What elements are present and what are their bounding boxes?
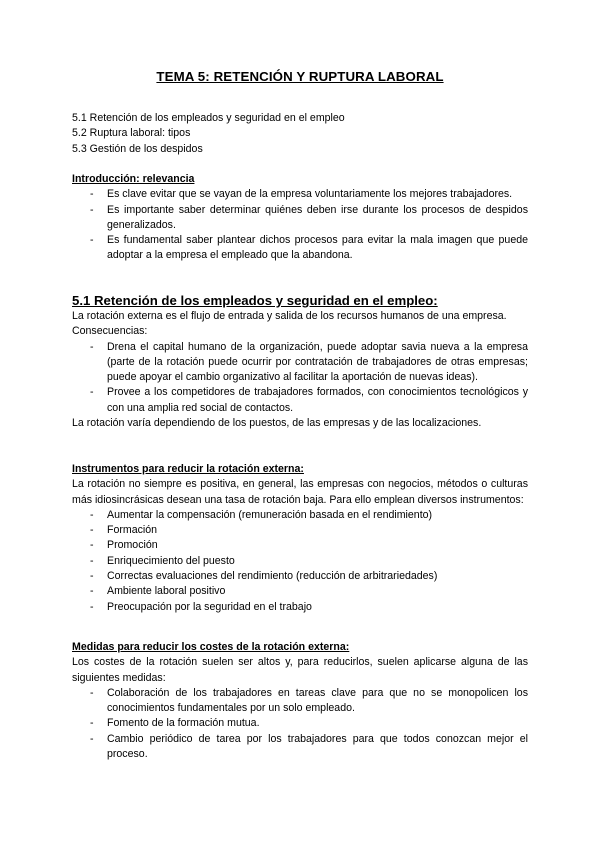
instruments-paragraph: La rotación no siempre es positiva, en general, las empresas con negocios, métodos o culturas más idiosincrásicas desean una tasa de rotación baja. Para ello emplean diversos instrumentos:	[72, 478, 528, 506]
toc-item: 5.1 Retención de los empleados y seguridad en el empleo	[72, 112, 345, 124]
instruments-heading: Instrumentos para reducir la rotación externa:	[72, 463, 304, 475]
list-item: - Es clave evitar que se vayan de la empresa voluntariamente los mejores trabajadores.	[72, 187, 528, 202]
intro-heading: Introducción: relevancia	[72, 173, 195, 185]
list-item: - Es importante saber determinar quiénes deben irse durante los procesos de despidos generalizados.	[72, 203, 528, 234]
table-of-contents	[72, 111, 528, 157]
list-item: - Es fundamental saber plantear dichos procesos para evitar la mala imagen que puede adoptar a la empresa el empleado que la abandona.	[72, 233, 528, 264]
section-5-1-paragraph: La rotación externa es el flujo de entrada y salida de los recursos humanos de una empresa.	[72, 310, 507, 322]
list-item: - Drena el capital humano de la organización, puede adoptar savia nueva a la empresa (parte de la rotación puede ocurrir por contratación de trabajadores de otras empresas; puede apoyar el cambio organizativo al facilitar la aportación de nuevas ideas).	[72, 340, 528, 386]
list-item: - Enriquecimiento del puesto	[72, 554, 528, 569]
consequences-label: Consecuencias:	[72, 325, 148, 338]
instruments-section	[72, 462, 528, 615]
list-item: - Fomento de la formación mutua.	[72, 716, 528, 731]
measures-heading: Medidas para reducir los costes de la rotación externa:	[72, 641, 350, 653]
measures-paragraph: Los costes de la rotación suelen ser altos y, para reducirlos, suelen aplicarse alguna de las siguientes medidas:	[72, 656, 528, 684]
section-5-1-closing: La rotación varía dependiendo de los puestos, de las empresas y de las localizaciones.	[72, 417, 482, 430]
list-item: - Provee a los competidores de trabajadores formados, con conocimientos tecnológicos y con una amplia red social de contactos.	[72, 385, 528, 416]
section-5-1	[72, 293, 528, 431]
intro-section	[72, 172, 528, 264]
consequences-list	[72, 340, 528, 416]
section-5-1-heading: 5.1 Retención de los empleados y seguridad en el empleo:	[72, 293, 438, 308]
instruments-list	[72, 508, 528, 615]
measures-list	[72, 686, 528, 762]
toc-item: 5.2 Ruptura laboral: tipos	[72, 127, 191, 140]
list-item: - Cambio periódico de tarea por los trabajadores para que todos conozcan mejor el proceso.	[72, 732, 528, 763]
list-item: - Aumentar la compensación (remuneración basada en el rendimiento)	[72, 508, 528, 523]
measures-section	[72, 640, 528, 762]
list-item: - Preocupación por la seguridad en el trabajo	[72, 600, 528, 615]
list-item: - Formación	[72, 523, 528, 538]
document-title: TEMA 5: RETENCIÓN Y RUPTURA LABORAL	[156, 69, 444, 84]
intro-list	[72, 187, 528, 263]
list-item: - Promoción	[72, 538, 528, 553]
list-item: - Ambiente laboral positivo	[72, 584, 528, 599]
list-item: - Correctas evaluaciones del rendimiento (reducción de arbitrariedades)	[72, 569, 528, 584]
list-item: - Colaboración de los trabajadores en tareas clave para que no se monopolicen los conocimientos fundamentales por un solo empleado.	[72, 686, 528, 717]
toc-item: 5.3 Gestión de los despidos	[72, 142, 203, 155]
